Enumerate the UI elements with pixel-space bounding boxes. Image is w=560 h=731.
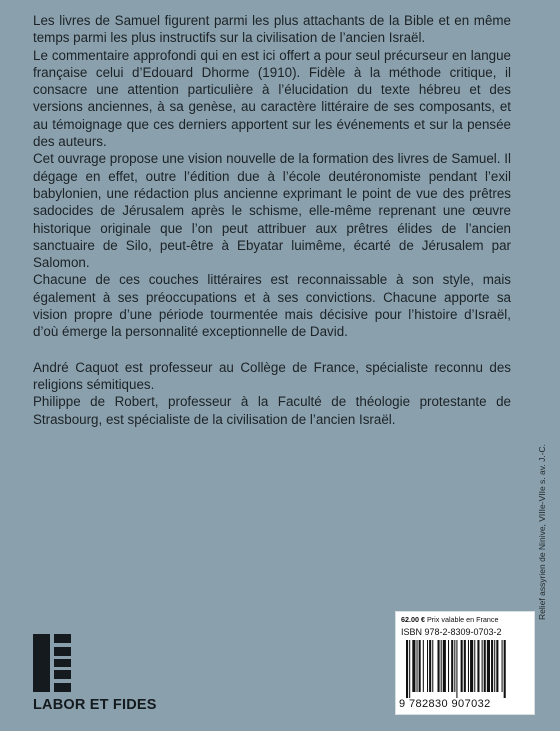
summary-paragraph-3: Cet ouvrage propose une vision nouvelle de la formation des livres de Samuel. Il dégage en effet, outre l’édition due à l’école deutéronomiste pendant l’exil babylonien, une rédaction plus ancienne exprimant le point de vue des prêtres sadocides de Jérusalem après le schisme, elle-même reprenant une œuvre historique originale que l’on peut attribuer aux prêtres élides de l’ancien sanctuaire de Silo, peut-être à Ebyatar luimême, écarté de Jérusalem par Salomon.: [33, 151, 511, 271]
publisher-logo-icon: [33, 634, 71, 692]
publisher-name: LABOR ET FIDES: [33, 697, 157, 713]
barcode-bar: [461, 640, 463, 692]
barcode-bar: [502, 640, 503, 692]
back-cover-text: [33, 12, 511, 428]
barcode-bar: [494, 640, 495, 692]
barcode-bar: [448, 640, 449, 692]
barcode-bar: [419, 640, 421, 692]
image-credit: Relief assyrien de Ninive, VIIIe-VIIe s. av. J.-C.: [537, 443, 547, 620]
barcode-bar: [464, 640, 466, 692]
barcode-bar: [451, 640, 453, 692]
barcode-bar: [406, 640, 408, 698]
barcode-bar: [438, 640, 440, 692]
barcode-digits: 9 782830 907032: [399, 698, 491, 710]
summary-paragraph-2: Le commentaire approfondi qui en est ici offert a pour seul précurseur en langue française celui d’Edouard Dhorme (1910). Fidèle à la méthode critique, il consacre une attention particulière à l’élucidation du texte hébreu et des versions anciennes, à sa genèse, au caractère littéraire de ses composants, et au témoignage que ces derniers apportent sur les événements et sur la pensée des auteurs.: [33, 47, 511, 150]
barcode-bar: [474, 640, 475, 692]
summary-paragraph-4: Chacune de ces couches littéraires est reconnaissable à son style, mais également à ses préoccupations et à ses convictions. Chacune apporte sa vision propre d’une période tourmentée mais décisive pour l’histoire d’Israël, d’où émerge la personnalité exceptionnelle de David.: [33, 272, 511, 340]
barcode-bar: [482, 640, 483, 692]
barcode-bar: [423, 640, 424, 692]
isbn: ISBN 978-2-8309-0703-2: [401, 627, 502, 637]
author-bio-de-robert: Philippe de Robert, professeur à la Faculté de théologie protestante de Strasbourg, est spécialiste de la civilisation de l’ancien Israël.: [33, 394, 511, 427]
barcode-bar: [484, 640, 486, 692]
section-spacer: [33, 341, 511, 359]
summary-paragraph-1: Les livres de Samuel figurent parmi les plus attachants de la Bible et en même temps parmi les plus instructifs sur la civilisation de l’ancien Israël.: [33, 13, 511, 46]
price-note: Prix valable en France: [426, 615, 499, 624]
barcode-bar: [468, 640, 469, 692]
barcode-label: [395, 611, 535, 715]
barcode-bar: [487, 640, 490, 692]
barcode-bar: [429, 640, 431, 692]
barcode-bar: [477, 640, 479, 692]
barcode-bar: [496, 640, 498, 692]
barcode-bar: [491, 640, 493, 692]
barcode-bar: [432, 640, 433, 692]
barcode-bars: [406, 640, 528, 698]
author-bio-caquot: André Caquot est professeur au Collège de France, spécialiste reconnu des religions sémitiques.: [33, 359, 511, 392]
barcode-bar: [443, 640, 446, 692]
price-line: [401, 615, 499, 624]
barcode-bar: [456, 640, 457, 698]
barcode-bar: [409, 640, 410, 698]
barcode-bar: [454, 640, 455, 692]
barcode-bar: [441, 640, 442, 692]
barcode-bar: [470, 640, 473, 692]
barcode-bar: [412, 640, 415, 692]
barcode-bar: [427, 640, 428, 692]
barcode-bar: [417, 640, 418, 692]
barcode-bar: [504, 640, 506, 698]
price: 62.00 €: [401, 615, 425, 624]
